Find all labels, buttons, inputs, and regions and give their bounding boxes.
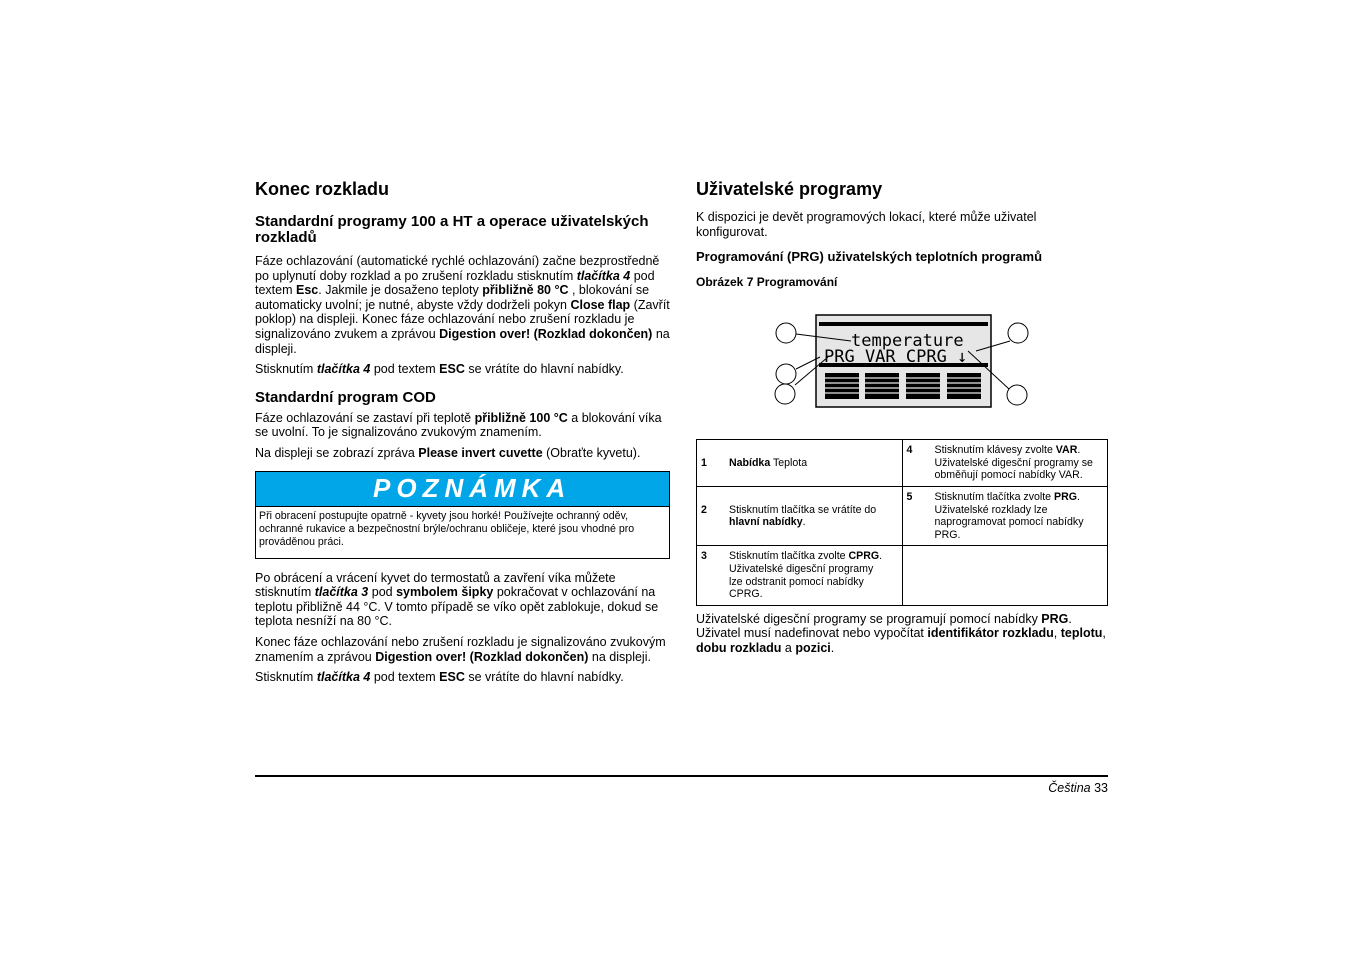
display-line-1: temperature [851, 331, 964, 352]
page-number: 33 [1094, 781, 1108, 795]
paragraph-return-main-menu-2: Stisknutím tlačítka 4 pod textem ESC se vrátíte do hlavní nabídky. [255, 670, 624, 685]
note-title: POZNÁMKA [256, 472, 669, 507]
callout-4 [1008, 323, 1028, 343]
callout-1 [776, 323, 796, 343]
legend-cell-5: 5 Stisknutím tlačítka zvolte PRG. Uživatelské rozklady lze naprogramovat pomocí nabídky PRG. [902, 486, 1108, 545]
display-line-2: PRG VAR CPRG ↓ [824, 347, 968, 368]
legend-cell-2: 2 Stisknutím tlačítka se vrátíte do hlavní nabídky. [697, 486, 903, 545]
callout-2 [775, 384, 795, 404]
figure-title: Obrázek 7 Programování [696, 275, 838, 290]
section-heading-user-programs: Uživatelské programy [696, 179, 883, 199]
callout-3 [776, 364, 796, 384]
paragraph-digestion-over: Konec fáze ochlazování nebo zrušení rozkladu je signalizováno zvukovým znamením a zprávou Digestion over! (Rozklad dokončen) na displeji. [255, 634, 666, 664]
note-box [255, 471, 670, 559]
lcd-display-illustration [696, 289, 1108, 439]
paragraph-cod-cooling: Fáze ochlazování se zastaví při teplotě přibližně 100 °C a blokování víka se uvolní. To je signalizováno zvukovým znamením. [255, 410, 662, 440]
callout-5 [1007, 385, 1027, 405]
legend-cell-4: 4 Stisknutím klávesy zvolte VAR. Uživatelské digesční programy se obměňují pomocí nabídky VAR. [902, 440, 1108, 487]
paragraph-continue-cooling: Po obrácení a vrácení kyvet do termostatů a zavření víka můžete stisknutím tlačítka 3 pod symbolem šipky pokračovat v ochlazování na teplotu přibližně 44 °C. V tomto případě se víko opět zablokuje, dokud se teplota nesníží na 80 °C. [255, 570, 659, 629]
subheading-programming-prg: Programování (PRG) uživatelských teplotních programů [696, 249, 1043, 265]
footer-divider [255, 775, 1108, 777]
programming-figure [696, 289, 1108, 439]
figure-legend-table [696, 439, 1108, 606]
paragraph-return-main-menu-1: Stisknutím tlačítka 4 pod textem ESC se vrátíte do hlavní nabídky. [255, 362, 624, 377]
right-column [696, 178, 1108, 662]
left-column [255, 178, 670, 691]
footer-language: Čeština [1048, 781, 1091, 795]
note-text: Při obracení postupujte opatrně - kyvety jsou horké! Používejte ochranný oděv, ochranné rukavice a bezpečnostní brýle/ochranu obličeje, které jsou vhodné pro prováděnou práci. [259, 509, 635, 548]
section-heading-end-of-digestion: Konec rozkladu [255, 179, 390, 199]
subheading-cod-program: Standardní program COD [255, 388, 436, 406]
page-footer [1048, 781, 1108, 795]
paragraph-user-programs-prg: Uživatelské digesční programy se programují pomocí nabídky PRG. Uživatel musí nadefinovat nebo vypočítat identifikátor rozkladu, teplotu, dobu rozkladu a pozici. [696, 611, 1106, 655]
legend-cell-empty [902, 546, 1108, 605]
legend-cell-3: 3 Stisknutím tlačítka zvolte CPRG. Uživatelské digesční programy lze odstranit pomocí nabídky CPRG. [697, 546, 903, 605]
subheading-standard-programs: Standardní programy 100 a HT a operace uživatelských rozkladů [255, 213, 649, 246]
paragraph-cooling-phase: Fáze ochlazování (automatické rychlé ochlazování) začne bezprostředně po uplynutí doby rozklad a po zrušení rozkladu stisknutím tlačítka 4 pod textem Esc. Jakmile je dosaženo teploty přibližně 80 °C , blokování se automaticky uvolní; je nutné, abyste vždy dodrželi pokyn Close flap (Zavřít poklop) na displeji. Konec fáze ochlazování nebo zrušení rozkladu je signalizováno zvukem a zprávou Digestion over! (Rozklad dokončen) na displeji. [255, 254, 670, 356]
paragraph-user-intro: K dispozici je devět programových lokací, které může uživatel konfigurovat. [696, 210, 1037, 239]
paragraph-invert-cuvette: Na displeji se zobrazí zpráva Please invert cuvette (Obraťte kyvetu). [255, 445, 641, 460]
legend-cell-1: 1 Nabídka Teplota [697, 440, 903, 487]
